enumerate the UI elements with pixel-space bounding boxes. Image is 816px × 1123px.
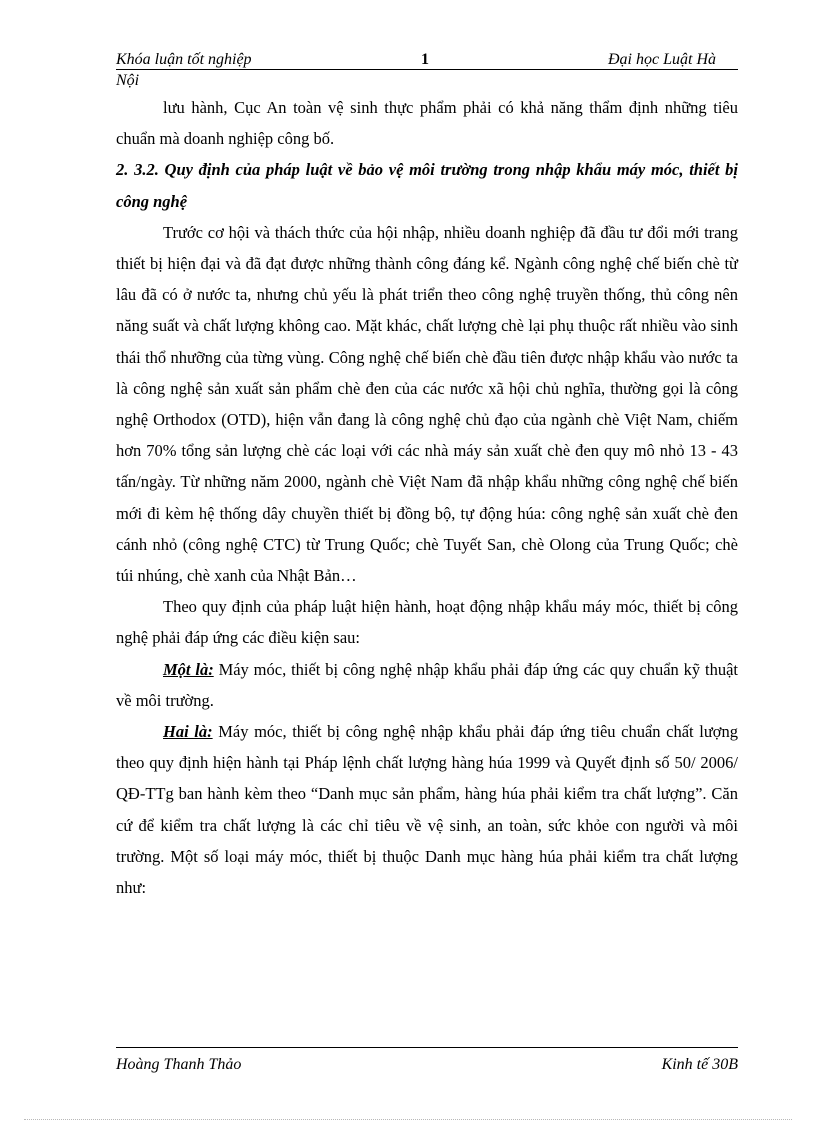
- document-body: [116, 92, 738, 903]
- footer-divider: [116, 1047, 738, 1048]
- page-bottom-border: [24, 1119, 792, 1120]
- condition-2-text: Máy móc, thiết bị công nghệ nhập khẩu phải đáp ứng tiêu chuẩn chất lượng theo quy định hiện hành tại Pháp lệnh chất lượng hàng húa 1999 và Quyết định số 50/ 2006/ QĐ-TTg ban hành kèm theo “Danh mục sản phẩm, hàng húa phải kiểm tra chất lượng”. Căn cứ để kiểm tra chất lượng là các chỉ tiêu về vệ sinh, an toàn, sức khỏe con người và môi trường. Một số loại máy móc, thiết bị thuộc Danh mục hàng húa phải kiểm tra chất lượng như:: [116, 722, 738, 898]
- condition-1-lead: Một là:: [163, 659, 214, 679]
- section-heading: 2. 3.2. Quy định của pháp luật về bảo vệ môi trường trong nhập khẩu máy móc, thiết bị công nghệ: [116, 160, 738, 211]
- header-university-continued: Nội: [116, 72, 140, 89]
- paragraph-continued: lưu hành, Cục An toàn vệ sinh thực phẩm phải có khả năng thẩm định những tiêu chuẩn mà doanh nghiệp công bố.: [116, 98, 738, 149]
- footer-class: Kinh tế 30B: [661, 1056, 738, 1073]
- paragraph-tea-technology: Trước cơ hội và thách thức của hội nhập, nhiều doanh nghiệp đã đầu tư đổi mới trang thiết bị hiện đại và đã đạt được những thành công đáng kể. Ngành công nghệ chế biến chè từ lâu đã có ở nước ta, nhưng chủ yếu là phát triển theo công nghệ truyền thống, thủ công nên năng suất và chất lượng không cao. Mặt khác, chất lượng chè lại phụ thuộc rất nhiều vào sinh thái thổ nhưỡng của từng vùng. Công nghệ chế biến chè đầu tiên được nhập khẩu vào nước ta là công nghệ sản xuất sản phẩm chè đen của các nước xã hội chủ nghĩa, thường gọi là công nghệ Orthodox (OTD), hiện vẫn đang là công nghệ chủ đạo của ngành chè Việt Nam, chiếm hơn 70% tổng sản lượng chè các loại với các nhà máy sản xuất chè đen quy mô nhỏ 13 - 43 tấn/ngày. Từ những năm 2000, ngành chè Việt Nam đã nhập khẩu những công nghệ chế biến mới đi kèm hệ thống dây chuyền thiết bị đồng bộ, tự động húa: công nghệ sản xuất chè đen cánh nhỏ (công nghệ CTC) từ Trung Quốc; chè Tuyết San, chè Olong của Trung Quốc; chè túi nhúng, chè xanh của Nhật Bản…: [116, 222, 738, 586]
- page-footer: [116, 1047, 738, 1080]
- condition-item-2: [116, 716, 738, 903]
- page-header: [116, 50, 738, 90]
- paragraph-conditions-intro: Theo quy định của pháp luật hiện hành, hoạt động nhập khẩu máy móc, thiết bị công nghệ phải đáp ứng các điều kiện sau:: [116, 597, 738, 648]
- header-page-number: 1: [421, 51, 429, 68]
- condition-1-text: Máy móc, thiết bị công nghệ nhập khẩu phải đáp ứng các quy chuẩn kỹ thuật về môi trường.: [116, 659, 738, 710]
- header-university: Đại học Luật Hà: [608, 51, 716, 68]
- footer-author: Hoàng Thanh Thảo: [116, 1056, 242, 1073]
- header-divider: [116, 69, 738, 70]
- header-row: [116, 50, 738, 69]
- condition-item-1: [116, 654, 738, 716]
- condition-2-lead: Hai là:: [163, 722, 213, 742]
- header-thesis-title: Khóa luận tốt nghiệp: [116, 51, 252, 68]
- footer-row: [116, 1056, 738, 1080]
